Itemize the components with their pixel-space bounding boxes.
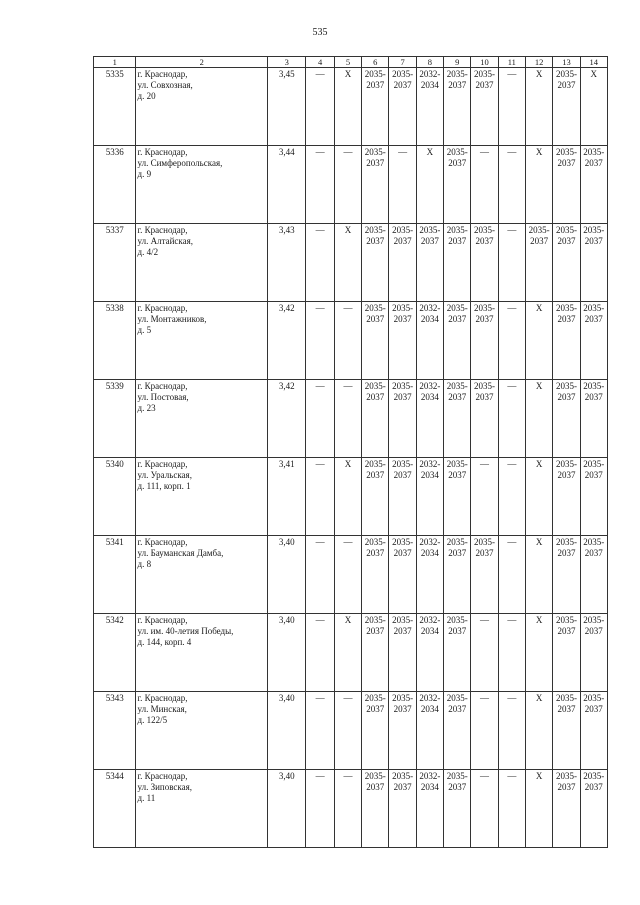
- period-cell-col-14: 2035- 2037: [580, 458, 607, 536]
- period-cell-col-12: Х: [525, 146, 552, 224]
- value-cell: 3,40: [268, 614, 306, 692]
- address-cell: [136, 146, 268, 224]
- period-cell-col-6: 2035- 2037: [362, 224, 389, 302]
- column-header-9: 9: [444, 57, 471, 68]
- column-header-7: 7: [389, 57, 416, 68]
- address-line: ул. Алтайская,: [137, 236, 194, 246]
- row-number: 5342: [94, 614, 136, 692]
- address-line: г. Краснодар,: [137, 69, 188, 79]
- period-cell-col-8: 2032- 2034: [416, 770, 443, 848]
- value-cell: 3,40: [268, 536, 306, 614]
- address-line: г. Краснодар,: [137, 537, 188, 547]
- period-cell-col-4: —: [306, 380, 334, 458]
- period-cell-col-6: 2035- 2037: [362, 380, 389, 458]
- period-cell-col-13: 2035- 2037: [553, 770, 580, 848]
- period-cell-col-5: Х: [334, 614, 361, 692]
- period-cell-col-6: 2035- 2037: [362, 692, 389, 770]
- period-cell-col-12: Х: [525, 302, 552, 380]
- address-line: ул. Монтажников,: [137, 314, 207, 324]
- period-cell-col-7: 2035- 2037: [389, 458, 416, 536]
- period-cell-col-10: 2035- 2037: [471, 224, 498, 302]
- period-cell-col-9: 2035- 2037: [444, 302, 471, 380]
- period-cell-col-13: 2035- 2037: [553, 302, 580, 380]
- row-number: 5343: [94, 692, 136, 770]
- period-cell-col-5: —: [334, 536, 361, 614]
- period-cell-col-6: 2035- 2037: [362, 458, 389, 536]
- value-cell: 3,40: [268, 770, 306, 848]
- period-cell-col-4: —: [306, 302, 334, 380]
- value-cell: 3,42: [268, 302, 306, 380]
- address-line: ул. Симферопольская,: [137, 158, 223, 168]
- period-cell-col-14: Х: [580, 68, 607, 146]
- row-number: 5338: [94, 302, 136, 380]
- period-cell-col-8: 2032- 2034: [416, 68, 443, 146]
- address-line: д. 122/5: [137, 715, 168, 725]
- period-cell-col-11: —: [498, 692, 525, 770]
- address-cell: [136, 614, 268, 692]
- address-line: г. Краснодар,: [137, 225, 188, 235]
- row-number: 5335: [94, 68, 136, 146]
- period-cell-col-12: Х: [525, 380, 552, 458]
- value-cell: 3,42: [268, 380, 306, 458]
- period-cell-col-5: Х: [334, 458, 361, 536]
- period-cell-col-6: 2035- 2037: [362, 68, 389, 146]
- column-header-1: 1: [94, 57, 136, 68]
- period-cell-col-12: Х: [525, 68, 552, 146]
- address-cell: [136, 380, 268, 458]
- address-line: д. 111, корп. 1: [137, 481, 191, 491]
- address-line: г. Краснодар,: [137, 771, 188, 781]
- period-cell-col-11: —: [498, 458, 525, 536]
- column-header-12: 12: [525, 57, 552, 68]
- period-cell-col-4: —: [306, 68, 334, 146]
- period-cell-col-7: 2035- 2037: [389, 692, 416, 770]
- page-number: 535: [312, 27, 328, 38]
- period-cell-col-8: 2035- 2037: [416, 224, 443, 302]
- column-header-6: 6: [362, 57, 389, 68]
- table-row: [94, 146, 608, 224]
- period-cell-col-5: —: [334, 302, 361, 380]
- row-number: 5344: [94, 770, 136, 848]
- period-cell-col-7: 2035- 2037: [389, 68, 416, 146]
- address-line: д. 11: [137, 793, 156, 803]
- address-line: ул. Зиповская,: [137, 782, 193, 792]
- period-cell-col-10: 2035- 2037: [471, 68, 498, 146]
- address-line: ул. Уральская,: [137, 470, 192, 480]
- table-row: [94, 614, 608, 692]
- period-cell-col-9: 2035- 2037: [444, 536, 471, 614]
- table-row: [94, 692, 608, 770]
- period-cell-col-14: 2035- 2037: [580, 614, 607, 692]
- address-line: г. Краснодар,: [137, 147, 188, 157]
- period-cell-col-7: 2035- 2037: [389, 770, 416, 848]
- period-cell-col-14: 2035- 2037: [580, 146, 607, 224]
- address-line: д. 9: [137, 169, 152, 179]
- period-cell-col-8: Х: [416, 146, 443, 224]
- period-cell-col-5: —: [334, 380, 361, 458]
- period-cell-col-5: Х: [334, 224, 361, 302]
- period-cell-col-11: —: [498, 770, 525, 848]
- period-cell-col-7: —: [389, 146, 416, 224]
- period-cell-col-6: 2035- 2037: [362, 146, 389, 224]
- address-line: ул. Бауманская Дамба,: [137, 548, 224, 558]
- period-cell-col-8: 2032- 2034: [416, 458, 443, 536]
- period-cell-col-13: 2035- 2037: [553, 380, 580, 458]
- address-cell: [136, 68, 268, 146]
- row-number: 5341: [94, 536, 136, 614]
- period-cell-col-5: Х: [334, 68, 361, 146]
- period-cell-col-11: —: [498, 224, 525, 302]
- address-line: д. 4/2: [137, 247, 159, 257]
- address-line: г. Краснодар,: [137, 459, 188, 469]
- address-cell: [136, 302, 268, 380]
- period-cell-col-10: —: [471, 692, 498, 770]
- period-cell-col-11: —: [498, 380, 525, 458]
- column-header-4: 4: [306, 57, 334, 68]
- period-cell-col-9: 2035- 2037: [444, 68, 471, 146]
- period-cell-col-10: —: [471, 458, 498, 536]
- column-header-13: 13: [553, 57, 580, 68]
- column-header-8: 8: [416, 57, 443, 68]
- column-header-5: 5: [334, 57, 361, 68]
- address-line: г. Краснодар,: [137, 303, 188, 313]
- period-cell-col-10: —: [471, 146, 498, 224]
- period-cell-col-7: 2035- 2037: [389, 536, 416, 614]
- period-cell-col-10: —: [471, 770, 498, 848]
- address-line: ул. Совхозная,: [137, 80, 193, 90]
- address-line: д. 20: [137, 91, 156, 101]
- period-cell-col-13: 2035- 2037: [553, 536, 580, 614]
- address-line: д. 23: [137, 403, 156, 413]
- period-cell-col-8: 2032- 2034: [416, 614, 443, 692]
- period-cell-col-12: Х: [525, 536, 552, 614]
- period-cell-col-12: Х: [525, 614, 552, 692]
- address-line: д. 8: [137, 559, 152, 569]
- table-row: [94, 458, 608, 536]
- period-cell-col-14: 2035- 2037: [580, 770, 607, 848]
- period-cell-col-9: 2035- 2037: [444, 146, 471, 224]
- row-number: 5340: [94, 458, 136, 536]
- period-cell-col-6: 2035- 2037: [362, 302, 389, 380]
- period-cell-col-8: 2032- 2034: [416, 380, 443, 458]
- period-cell-col-6: 2035- 2037: [362, 770, 389, 848]
- period-cell-col-7: 2035- 2037: [389, 302, 416, 380]
- value-cell: 3,43: [268, 224, 306, 302]
- address-line: г. Краснодар,: [137, 615, 188, 625]
- period-cell-col-14: 2035- 2037: [580, 536, 607, 614]
- address-line: ул. им. 40-летия Победы,: [137, 626, 234, 636]
- period-cell-col-11: —: [498, 146, 525, 224]
- period-cell-col-4: —: [306, 536, 334, 614]
- address-line: ул. Постовая,: [137, 392, 189, 402]
- period-cell-col-9: 2035- 2037: [444, 380, 471, 458]
- address-line: д. 5: [137, 325, 152, 335]
- value-cell: 3,44: [268, 146, 306, 224]
- address-line: ул. Минская,: [137, 704, 187, 714]
- period-cell-col-4: —: [306, 770, 334, 848]
- value-cell: 3,41: [268, 458, 306, 536]
- address-cell: [136, 770, 268, 848]
- table-row: [94, 536, 608, 614]
- period-cell-col-9: 2035- 2037: [444, 692, 471, 770]
- period-cell-col-8: 2032- 2034: [416, 692, 443, 770]
- period-cell-col-8: 2032- 2034: [416, 536, 443, 614]
- period-cell-col-6: 2035- 2037: [362, 614, 389, 692]
- period-cell-col-10: —: [471, 614, 498, 692]
- table-row: [94, 68, 608, 146]
- period-cell-col-10: 2035- 2037: [471, 536, 498, 614]
- period-cell-col-13: 2035- 2037: [553, 224, 580, 302]
- column-header-14: 14: [580, 57, 607, 68]
- period-cell-col-7: 2035- 2037: [389, 224, 416, 302]
- row-number: 5339: [94, 380, 136, 458]
- period-cell-col-5: —: [334, 692, 361, 770]
- header-row: [94, 57, 608, 68]
- period-cell-col-11: —: [498, 68, 525, 146]
- table-row: [94, 224, 608, 302]
- period-cell-col-4: —: [306, 458, 334, 536]
- period-cell-col-13: 2035- 2037: [553, 614, 580, 692]
- period-cell-col-12: Х: [525, 770, 552, 848]
- address-line: г. Краснодар,: [137, 693, 188, 703]
- period-cell-col-14: 2035- 2037: [580, 224, 607, 302]
- row-number: 5336: [94, 146, 136, 224]
- period-cell-col-10: 2035- 2037: [471, 380, 498, 458]
- address-cell: [136, 458, 268, 536]
- period-cell-col-7: 2035- 2037: [389, 380, 416, 458]
- period-cell-col-11: —: [498, 536, 525, 614]
- period-cell-col-13: 2035- 2037: [553, 68, 580, 146]
- period-cell-col-11: —: [498, 614, 525, 692]
- value-cell: 3,45: [268, 68, 306, 146]
- period-cell-col-13: 2035- 2037: [553, 692, 580, 770]
- row-number: 5337: [94, 224, 136, 302]
- address-line: г. Краснодар,: [137, 381, 188, 391]
- period-cell-col-5: —: [334, 770, 361, 848]
- table-row: [94, 302, 608, 380]
- period-cell-col-13: 2035- 2037: [553, 146, 580, 224]
- column-header-10: 10: [471, 57, 498, 68]
- table-row: [94, 380, 608, 458]
- period-cell-col-7: 2035- 2037: [389, 614, 416, 692]
- period-cell-col-13: 2035- 2037: [553, 458, 580, 536]
- column-header-3: 3: [268, 57, 306, 68]
- period-cell-col-5: —: [334, 146, 361, 224]
- period-cell-col-9: 2035- 2037: [444, 458, 471, 536]
- period-cell-col-14: 2035- 2037: [580, 302, 607, 380]
- address-cell: [136, 692, 268, 770]
- address-cell: [136, 536, 268, 614]
- column-header-2: 2: [136, 57, 268, 68]
- period-cell-col-9: 2035- 2037: [444, 614, 471, 692]
- period-cell-col-6: 2035- 2037: [362, 536, 389, 614]
- period-cell-col-4: —: [306, 692, 334, 770]
- period-cell-col-4: —: [306, 224, 334, 302]
- period-cell-col-9: 2035- 2037: [444, 770, 471, 848]
- period-cell-col-10: 2035- 2037: [471, 302, 498, 380]
- period-cell-col-4: —: [306, 146, 334, 224]
- period-cell-col-12: Х: [525, 458, 552, 536]
- period-cell-col-8: 2032- 2034: [416, 302, 443, 380]
- period-cell-col-14: 2035- 2037: [580, 380, 607, 458]
- value-cell: 3,40: [268, 692, 306, 770]
- address-line: д. 144, корп. 4: [137, 637, 192, 647]
- period-cell-col-14: 2035- 2037: [580, 692, 607, 770]
- period-cell-col-11: —: [498, 302, 525, 380]
- period-cell-col-9: 2035- 2037: [444, 224, 471, 302]
- period-cell-col-12: Х: [525, 692, 552, 770]
- register-table: [93, 56, 608, 848]
- column-header-11: 11: [498, 57, 525, 68]
- period-cell-col-4: —: [306, 614, 334, 692]
- period-cell-col-12: 2035- 2037: [525, 224, 552, 302]
- table-row: [94, 770, 608, 848]
- address-cell: [136, 224, 268, 302]
